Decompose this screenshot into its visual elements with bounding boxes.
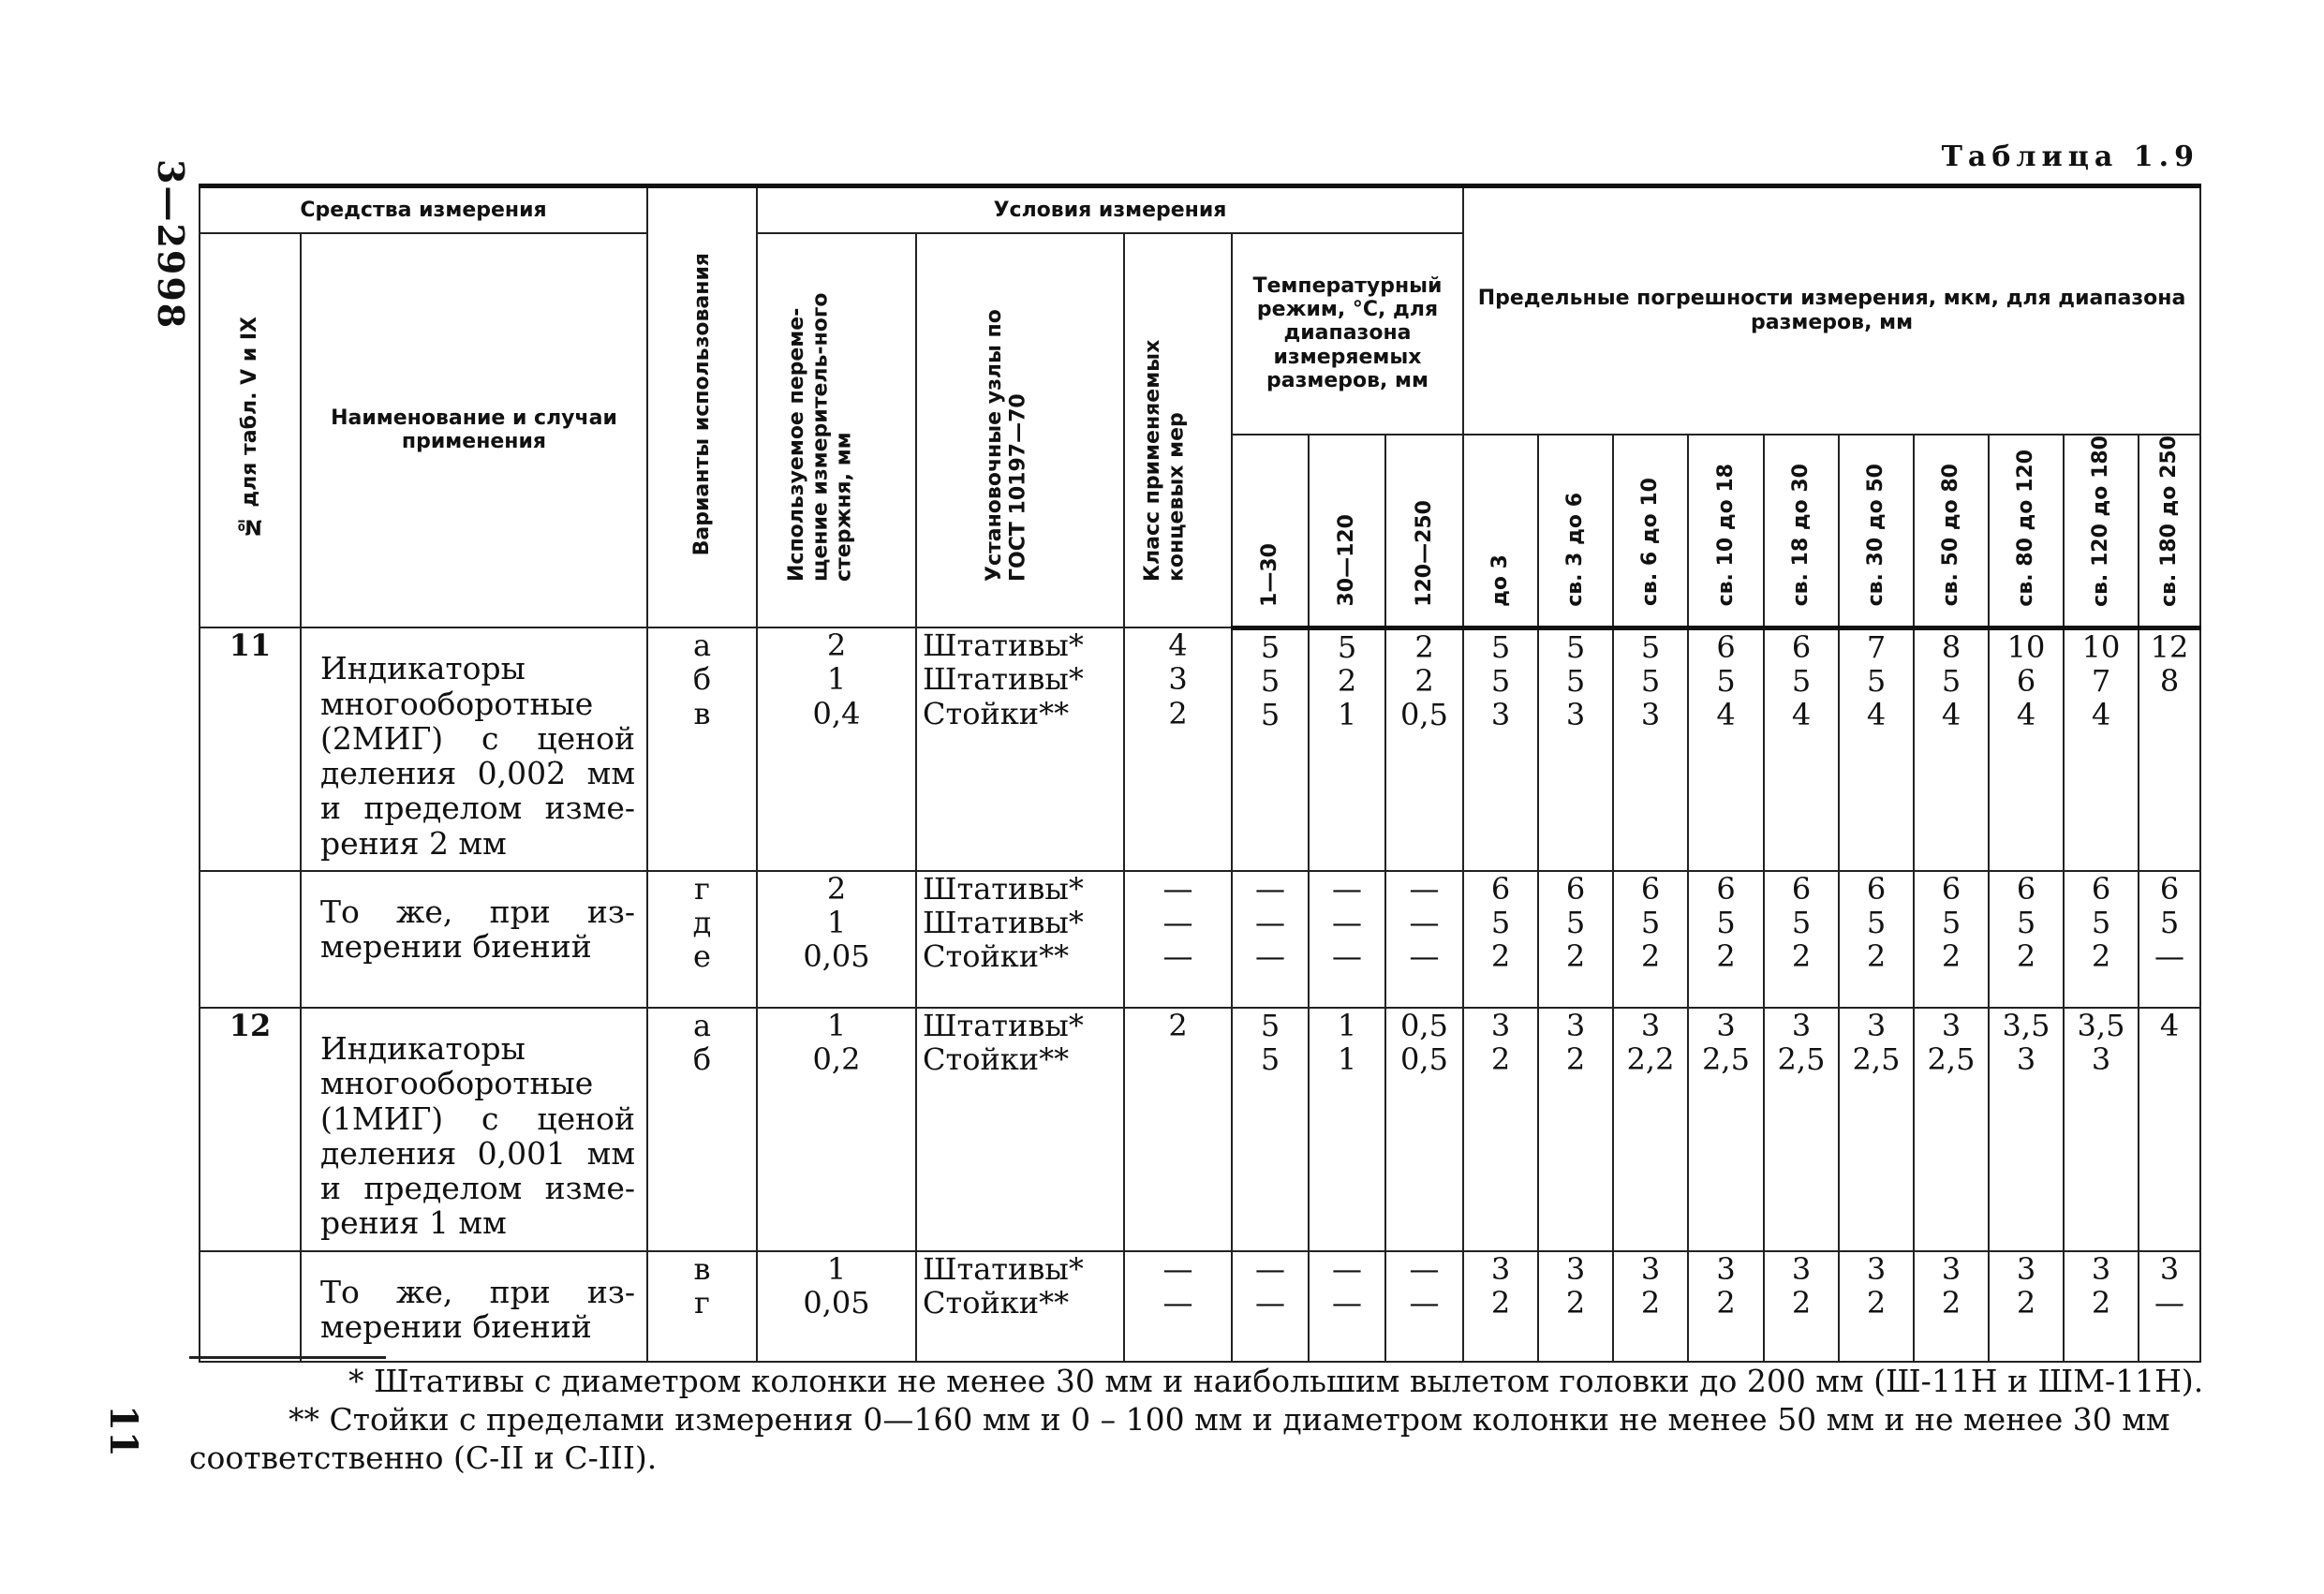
row-temp-3-line: — [1409, 1284, 1440, 1321]
row-error-7-line: 2,5 [1927, 1041, 1976, 1078]
row-number: 12 [200, 1008, 301, 1251]
row-temp-2-line: — [1332, 938, 1362, 975]
row-error-10-line: — [2154, 1284, 2185, 1321]
row-error-4 [1688, 1008, 1764, 1251]
footnote-1: * Штативы с диаметром колонки не менее 30 мм и наибольшим вылетом головки до 200 мм (Ш-11Н и ШМ-11Н). [348, 1363, 2204, 1399]
row-error-6 [1839, 1251, 1914, 1362]
row-error-10-line: 6 [2159, 871, 2180, 908]
row-error-10-line: 4 [2159, 1008, 2180, 1044]
row-class-line: 2 [1168, 695, 1188, 731]
row-error-3 [1613, 871, 1688, 1008]
row-error-7-line: 5 [1941, 905, 1961, 941]
row-error-4-line: 6 [1716, 871, 1736, 908]
row-error-1-line: 2 [1490, 938, 1511, 975]
row-variants-line: в [693, 1250, 711, 1287]
row-class [1124, 871, 1232, 1008]
row-error-10 [2139, 627, 2200, 871]
row-error-8-line: 10 [2006, 628, 2046, 665]
footnote-2-continuation: соответственно (С-II и С-III). [189, 1439, 658, 1476]
size-range-6: св. 30 до 50 [1839, 435, 1914, 628]
row-variants-line: б [692, 661, 712, 698]
row-displacement-line: 0,2 [812, 1041, 861, 1078]
row-temp-2-line: 1 [1337, 697, 1357, 733]
row-class-line: — [1162, 1250, 1193, 1287]
row-error-3-line: 5 [1640, 905, 1661, 941]
row-error-5-line: 3 [1791, 1008, 1812, 1044]
row-error-2-line: 6 [1565, 871, 1586, 908]
row-error-4 [1688, 627, 1764, 871]
row-error-2 [1538, 1251, 1613, 1362]
row-temp-1 [1232, 871, 1309, 1008]
row-error-5-line: 2 [1791, 1284, 1812, 1321]
row-displacement [757, 1251, 916, 1362]
row-error-7-line: 2 [1941, 1284, 1961, 1321]
row-error-7-line: 5 [1941, 662, 1961, 699]
row-error-2-line: 3 [1565, 1250, 1586, 1287]
row-error-6-line: 6 [1866, 871, 1887, 908]
row-error-9 [2064, 871, 2139, 1008]
row-temp-1-line: — [1255, 938, 1285, 975]
row-class [1124, 627, 1232, 871]
row-temp-1-line: — [1255, 1250, 1285, 1287]
row-error-8 [1989, 627, 2064, 871]
row-error-5-line: 2,5 [1777, 1041, 1826, 1078]
row-temp-1-line: — [1255, 1284, 1285, 1321]
row-error-5-line: 5 [1791, 662, 1812, 699]
row-error-9-line: 3 [2091, 1041, 2111, 1078]
row-error-2-line: 2 [1565, 1284, 1586, 1321]
row-temp-1-line: 5 [1260, 662, 1280, 699]
row-error-3 [1613, 1251, 1688, 1362]
row-temp-3-line: — [1409, 871, 1440, 908]
row-temp-1-line: — [1255, 871, 1285, 908]
row-temp-1-line: 5 [1260, 628, 1280, 665]
row-displacement-line: 0,05 [803, 938, 870, 975]
table-label: Таблица 1.9 [1941, 140, 2199, 173]
row-error-9-line: 2 [2091, 1284, 2111, 1321]
row-temp-2-line: — [1332, 1284, 1362, 1321]
row-temp-2-line: 5 [1337, 628, 1357, 665]
row-error-2-line: 3 [1565, 697, 1586, 733]
row-displacement [757, 627, 916, 871]
row-error-8-line: 3,5 [2002, 1008, 2050, 1044]
row-error-9 [2064, 1251, 2139, 1362]
row-error-4-line: 3 [1716, 1008, 1736, 1044]
row-error-4-line: 5 [1716, 662, 1736, 699]
row-nodes [916, 627, 1124, 871]
row-error-1-line: 5 [1490, 662, 1511, 699]
row-error-4-line: 3 [1716, 1250, 1736, 1287]
row-error-4-line: 6 [1716, 628, 1736, 665]
row-error-10 [2139, 871, 2200, 1008]
row-temp-2-line: 1 [1337, 1041, 1357, 1078]
temp-range-1: 1—30 [1232, 435, 1309, 628]
row-error-4 [1688, 1251, 1764, 1362]
row-error-9-line: 5 [2091, 905, 2111, 941]
row-error-10-line: — [2154, 938, 2185, 975]
row-variants-line: б [692, 1041, 712, 1078]
row-variants-line: г [694, 871, 710, 908]
row-error-7-line: 6 [1941, 871, 1961, 908]
row-error-9-line: 10 [2081, 628, 2121, 665]
row-number: 11 [200, 627, 301, 871]
size-range-9: св. 120 до 180 [2064, 435, 2139, 628]
row-error-3-line: 3 [1640, 1008, 1661, 1044]
row-error-10-line: 12 [2150, 628, 2189, 665]
row-error-5-line: 5 [1791, 905, 1812, 941]
row-error-3-line: 2 [1640, 1284, 1661, 1321]
row-error-9-line: 4 [2091, 697, 2111, 733]
measurement-table [199, 184, 2201, 1363]
footnote-rule [189, 1356, 386, 1359]
row-nodes-line: Штативы* [923, 905, 1084, 941]
row-error-8-line: 2 [2016, 1284, 2036, 1321]
row-error-6-line: 2,5 [1852, 1041, 1901, 1078]
row-error-5 [1764, 1251, 1839, 1362]
table-row [200, 1008, 2200, 1251]
header-displacement: Используемое переме-щение измеритель-ного стержня, мм [757, 233, 916, 628]
row-error-1-line: 5 [1490, 628, 1511, 665]
row-error-7-line: 3 [1941, 1250, 1961, 1287]
row-nodes-line: Стойки** [923, 695, 1070, 731]
row-variants-line: е [693, 938, 711, 975]
row-error-2-line: 3 [1565, 1008, 1586, 1044]
row-nodes-line: Стойки** [923, 1284, 1070, 1321]
size-range-1: до 3 [1463, 435, 1538, 628]
row-error-9-line: 3,5 [2077, 1008, 2125, 1044]
row-error-10-line: 3 [2159, 1250, 2180, 1287]
row-variants-line: г [694, 1284, 710, 1321]
row-variants [647, 1008, 757, 1251]
row-error-8-line: 2 [2016, 938, 2036, 975]
row-error-7-line: 8 [1941, 628, 1961, 665]
row-error-4-line: 2 [1716, 938, 1736, 975]
row-temp-2 [1309, 627, 1385, 871]
row-error-10-line: 5 [2159, 905, 2180, 941]
row-error-5-line: 3 [1791, 1250, 1812, 1287]
row-error-2-line: 2 [1565, 1041, 1586, 1078]
row-error-8 [1989, 871, 2064, 1008]
row-temp-3-line: 2 [1414, 628, 1434, 665]
row-error-5-line: 4 [1791, 697, 1812, 733]
row-temp-3-line: 0,5 [1400, 1008, 1448, 1044]
row-error-8-line: 6 [2016, 871, 2036, 908]
row-error-5 [1764, 627, 1839, 871]
row-error-6-line: 4 [1866, 697, 1887, 733]
table-row [200, 871, 2200, 1008]
row-variants [647, 871, 757, 1008]
row-name: То же, при из-мерении биений [301, 871, 647, 1008]
row-class-line: 4 [1168, 627, 1188, 664]
row-nodes-line: Стойки** [923, 938, 1070, 975]
row-error-7 [1914, 1251, 1989, 1362]
row-error-6-line: 3 [1866, 1008, 1887, 1044]
row-error-6 [1839, 871, 1914, 1008]
row-error-8 [1989, 1251, 2064, 1362]
temp-range-2: 30—120 [1309, 435, 1385, 628]
size-range-4: св. 10 до 18 [1688, 435, 1764, 628]
row-error-4-line: 4 [1716, 697, 1736, 733]
header-conditions: Условия измерения [757, 186, 1463, 233]
row-nodes [916, 1008, 1124, 1251]
row-temp-1 [1232, 1008, 1309, 1251]
table-row [200, 1251, 2200, 1362]
row-error-7-line: 3 [1941, 1008, 1961, 1044]
row-error-8-line: 4 [2016, 697, 2036, 733]
row-class-line: 3 [1168, 661, 1188, 698]
row-error-6 [1839, 627, 1914, 871]
row-error-7-line: 2 [1941, 938, 1961, 975]
row-variants-line: д [692, 905, 712, 941]
row-variants-line: в [693, 695, 711, 731]
row-nodes-line: Штативы* [923, 1250, 1084, 1287]
row-temp-3-line: 0,5 [1400, 697, 1448, 733]
row-temp-3-line: — [1409, 1250, 1440, 1287]
row-temp-2-line: — [1332, 871, 1362, 908]
row-displacement-line: 0,05 [803, 1284, 870, 1321]
size-range-8: св. 80 до 120 [1989, 435, 2064, 628]
size-range-7: св. 50 до 80 [1914, 435, 1989, 628]
row-error-9-line: 6 [2091, 871, 2111, 908]
row-temp-1 [1232, 627, 1309, 871]
row-variants-line: а [692, 627, 712, 664]
row-error-6-line: 3 [1866, 1250, 1887, 1287]
row-error-7 [1914, 871, 1989, 1008]
row-temp-3-line: 0,5 [1400, 1041, 1448, 1078]
row-error-8 [1989, 1008, 2064, 1251]
row-error-9-line: 3 [2091, 1250, 2111, 1287]
row-error-7 [1914, 1008, 1989, 1251]
row-error-8-line: 5 [2016, 905, 2036, 941]
row-temp-2-line: 2 [1337, 662, 1357, 699]
row-name: Индикаторы многооборотные (1МИГ) с ценой деления 0,001 мм и пределом изме-рения 1 мм [301, 1008, 647, 1251]
header-temp: Температурный режим, °С, для диапазона измеряемых размеров, мм [1232, 233, 1463, 435]
row-temp-3 [1385, 871, 1463, 1008]
row-error-2 [1538, 627, 1613, 871]
row-error-6-line: 7 [1866, 628, 1887, 665]
row-error-5 [1764, 1008, 1839, 1251]
row-number [200, 871, 301, 1008]
row-temp-2-line: — [1332, 1250, 1362, 1287]
row-temp-1-line: — [1255, 905, 1285, 941]
row-error-4-line: 2 [1716, 1284, 1736, 1321]
row-displacement-line: 2 [826, 871, 847, 908]
table-row [200, 627, 2200, 871]
row-error-2-line: 5 [1565, 628, 1586, 665]
row-temp-1-line: 5 [1260, 1041, 1280, 1078]
row-error-5 [1764, 871, 1839, 1008]
row-temp-2-line: 1 [1337, 1008, 1357, 1044]
row-class [1124, 1251, 1232, 1362]
row-class-line: 2 [1168, 1008, 1188, 1044]
row-error-8-line: 3 [2016, 1041, 2036, 1078]
row-error-9-line: 2 [2091, 938, 2111, 975]
header-errors: Предельные погрешности измерения, мкм, для диапазона размеров, мм [1463, 186, 2200, 435]
row-displacement-line: 1 [826, 1008, 847, 1044]
row-nodes-line: Стойки** [923, 1041, 1070, 1078]
row-displacement-line: 1 [826, 661, 847, 698]
row-error-9 [2064, 1008, 2139, 1251]
row-error-10 [2139, 1251, 2200, 1362]
row-error-1 [1463, 871, 1538, 1008]
row-error-1 [1463, 1251, 1538, 1362]
row-error-6-line: 5 [1866, 905, 1887, 941]
row-class-line: — [1162, 938, 1193, 975]
row-error-3-line: 3 [1640, 697, 1661, 733]
row-temp-3-line: — [1409, 905, 1440, 941]
row-error-1-line: 2 [1490, 1284, 1511, 1321]
row-class [1124, 1008, 1232, 1251]
row-error-8-line: 6 [2016, 662, 2036, 699]
header-means: Средства измерения [200, 186, 647, 233]
row-error-3-line: 3 [1640, 1250, 1661, 1287]
row-error-5-line: 2 [1791, 938, 1812, 975]
row-name: Индикаторы многооборотные (2МИГ) с ценой деления 0,002 мм и пределом изме-рения 2 мм [301, 627, 647, 871]
row-temp-1-line: 5 [1260, 1008, 1280, 1044]
row-error-6-line: 2 [1866, 1284, 1887, 1321]
row-error-1-line: 6 [1490, 871, 1511, 908]
side-document-code: 3—2998 [150, 159, 192, 331]
row-error-1 [1463, 1008, 1538, 1251]
row-nodes-line: Штативы* [923, 871, 1084, 908]
row-variants-line: а [692, 1008, 712, 1044]
row-error-5-line: 6 [1791, 871, 1812, 908]
row-temp-2 [1309, 871, 1385, 1008]
row-error-5-line: 6 [1791, 628, 1812, 665]
row-error-9-line: 7 [2091, 662, 2111, 699]
table-body [200, 627, 2200, 1361]
row-error-4 [1688, 871, 1764, 1008]
header-variants: Варианты использования [647, 186, 757, 628]
row-error-7-line: 4 [1941, 697, 1961, 733]
row-error-10 [2139, 1008, 2200, 1251]
row-displacement [757, 1008, 916, 1251]
row-error-6 [1839, 1008, 1914, 1251]
row-number [200, 1251, 301, 1362]
row-error-3-line: 5 [1640, 628, 1661, 665]
row-error-3 [1613, 1008, 1688, 1251]
row-class-line: — [1162, 1284, 1193, 1321]
row-error-1 [1463, 627, 1538, 871]
row-error-3-line: 6 [1640, 871, 1661, 908]
row-error-8-line: 3 [2016, 1250, 2036, 1287]
row-nodes [916, 871, 1124, 1008]
row-nodes-line: Штативы* [923, 627, 1084, 664]
row-name: То же, при из-мерении биений [301, 1251, 647, 1362]
row-class-line: — [1162, 871, 1193, 908]
row-nodes-line: Штативы* [923, 661, 1084, 698]
header-nodes: Установочные узлы по ГОСТ 10197—70 [916, 233, 1124, 628]
row-error-1-line: 2 [1490, 1041, 1511, 1078]
row-error-3-line: 5 [1640, 662, 1661, 699]
row-displacement-line: 1 [826, 1250, 847, 1287]
row-temp-2 [1309, 1251, 1385, 1362]
row-error-3-line: 2,2 [1626, 1041, 1675, 1078]
size-range-2: св. 3 до 6 [1538, 435, 1613, 628]
side-page-number: 11 [101, 1405, 145, 1457]
header-name: Наименование и случаи применения [301, 233, 647, 628]
row-error-3 [1613, 627, 1688, 871]
row-error-2-line: 2 [1565, 938, 1586, 975]
size-range-10: св. 180 до 250 [2139, 435, 2200, 628]
row-error-1-line: 3 [1490, 1008, 1511, 1044]
row-error-2 [1538, 871, 1613, 1008]
row-temp-3 [1385, 1008, 1463, 1251]
row-error-9 [2064, 627, 2139, 871]
row-displacement-line: 1 [826, 905, 847, 941]
temp-range-3: 120—250 [1385, 435, 1463, 628]
row-variants [647, 1251, 757, 1362]
row-variants [647, 627, 757, 871]
size-range-3: св. 6 до 10 [1613, 435, 1688, 628]
row-error-1-line: 3 [1490, 1250, 1511, 1287]
row-temp-2-line: — [1332, 905, 1362, 941]
row-error-1-line: 3 [1490, 697, 1511, 733]
header-class: Класс применяемых концевых мер [1124, 233, 1232, 628]
row-error-4-line: 2,5 [1702, 1041, 1750, 1078]
row-displacement [757, 871, 916, 1008]
row-error-1-line: 5 [1490, 905, 1511, 941]
row-temp-3 [1385, 627, 1463, 871]
row-temp-1 [1232, 1251, 1309, 1362]
row-error-4-line: 5 [1716, 905, 1736, 941]
size-range-5: св. 18 до 30 [1764, 435, 1839, 628]
row-temp-1-line: 5 [1260, 697, 1280, 733]
row-class-line: — [1162, 905, 1193, 941]
row-temp-3 [1385, 1251, 1463, 1362]
row-nodes-line: Штативы* [923, 1008, 1084, 1044]
row-error-2 [1538, 1008, 1613, 1251]
row-displacement-line: 2 [826, 627, 847, 664]
row-error-2-line: 5 [1565, 905, 1586, 941]
row-error-3-line: 2 [1640, 938, 1661, 975]
row-temp-2 [1309, 1008, 1385, 1251]
row-error-7 [1914, 627, 1989, 871]
footnote-2: ** Стойки с пределами измерения 0—160 мм и 0 – 100 мм и диаметром колонки не менее 50 мм и не менее 30 мм [289, 1401, 2170, 1438]
row-error-10-line: 8 [2159, 662, 2180, 699]
row-error-2-line: 5 [1565, 662, 1586, 699]
row-nodes [916, 1251, 1124, 1362]
row-error-6-line: 2 [1866, 938, 1887, 975]
row-temp-3-line: — [1409, 938, 1440, 975]
row-error-6-line: 5 [1866, 662, 1887, 699]
header-no: № для табл. V и IX [200, 233, 301, 628]
row-temp-3-line: 2 [1414, 662, 1434, 699]
row-displacement-line: 0,4 [812, 695, 861, 731]
